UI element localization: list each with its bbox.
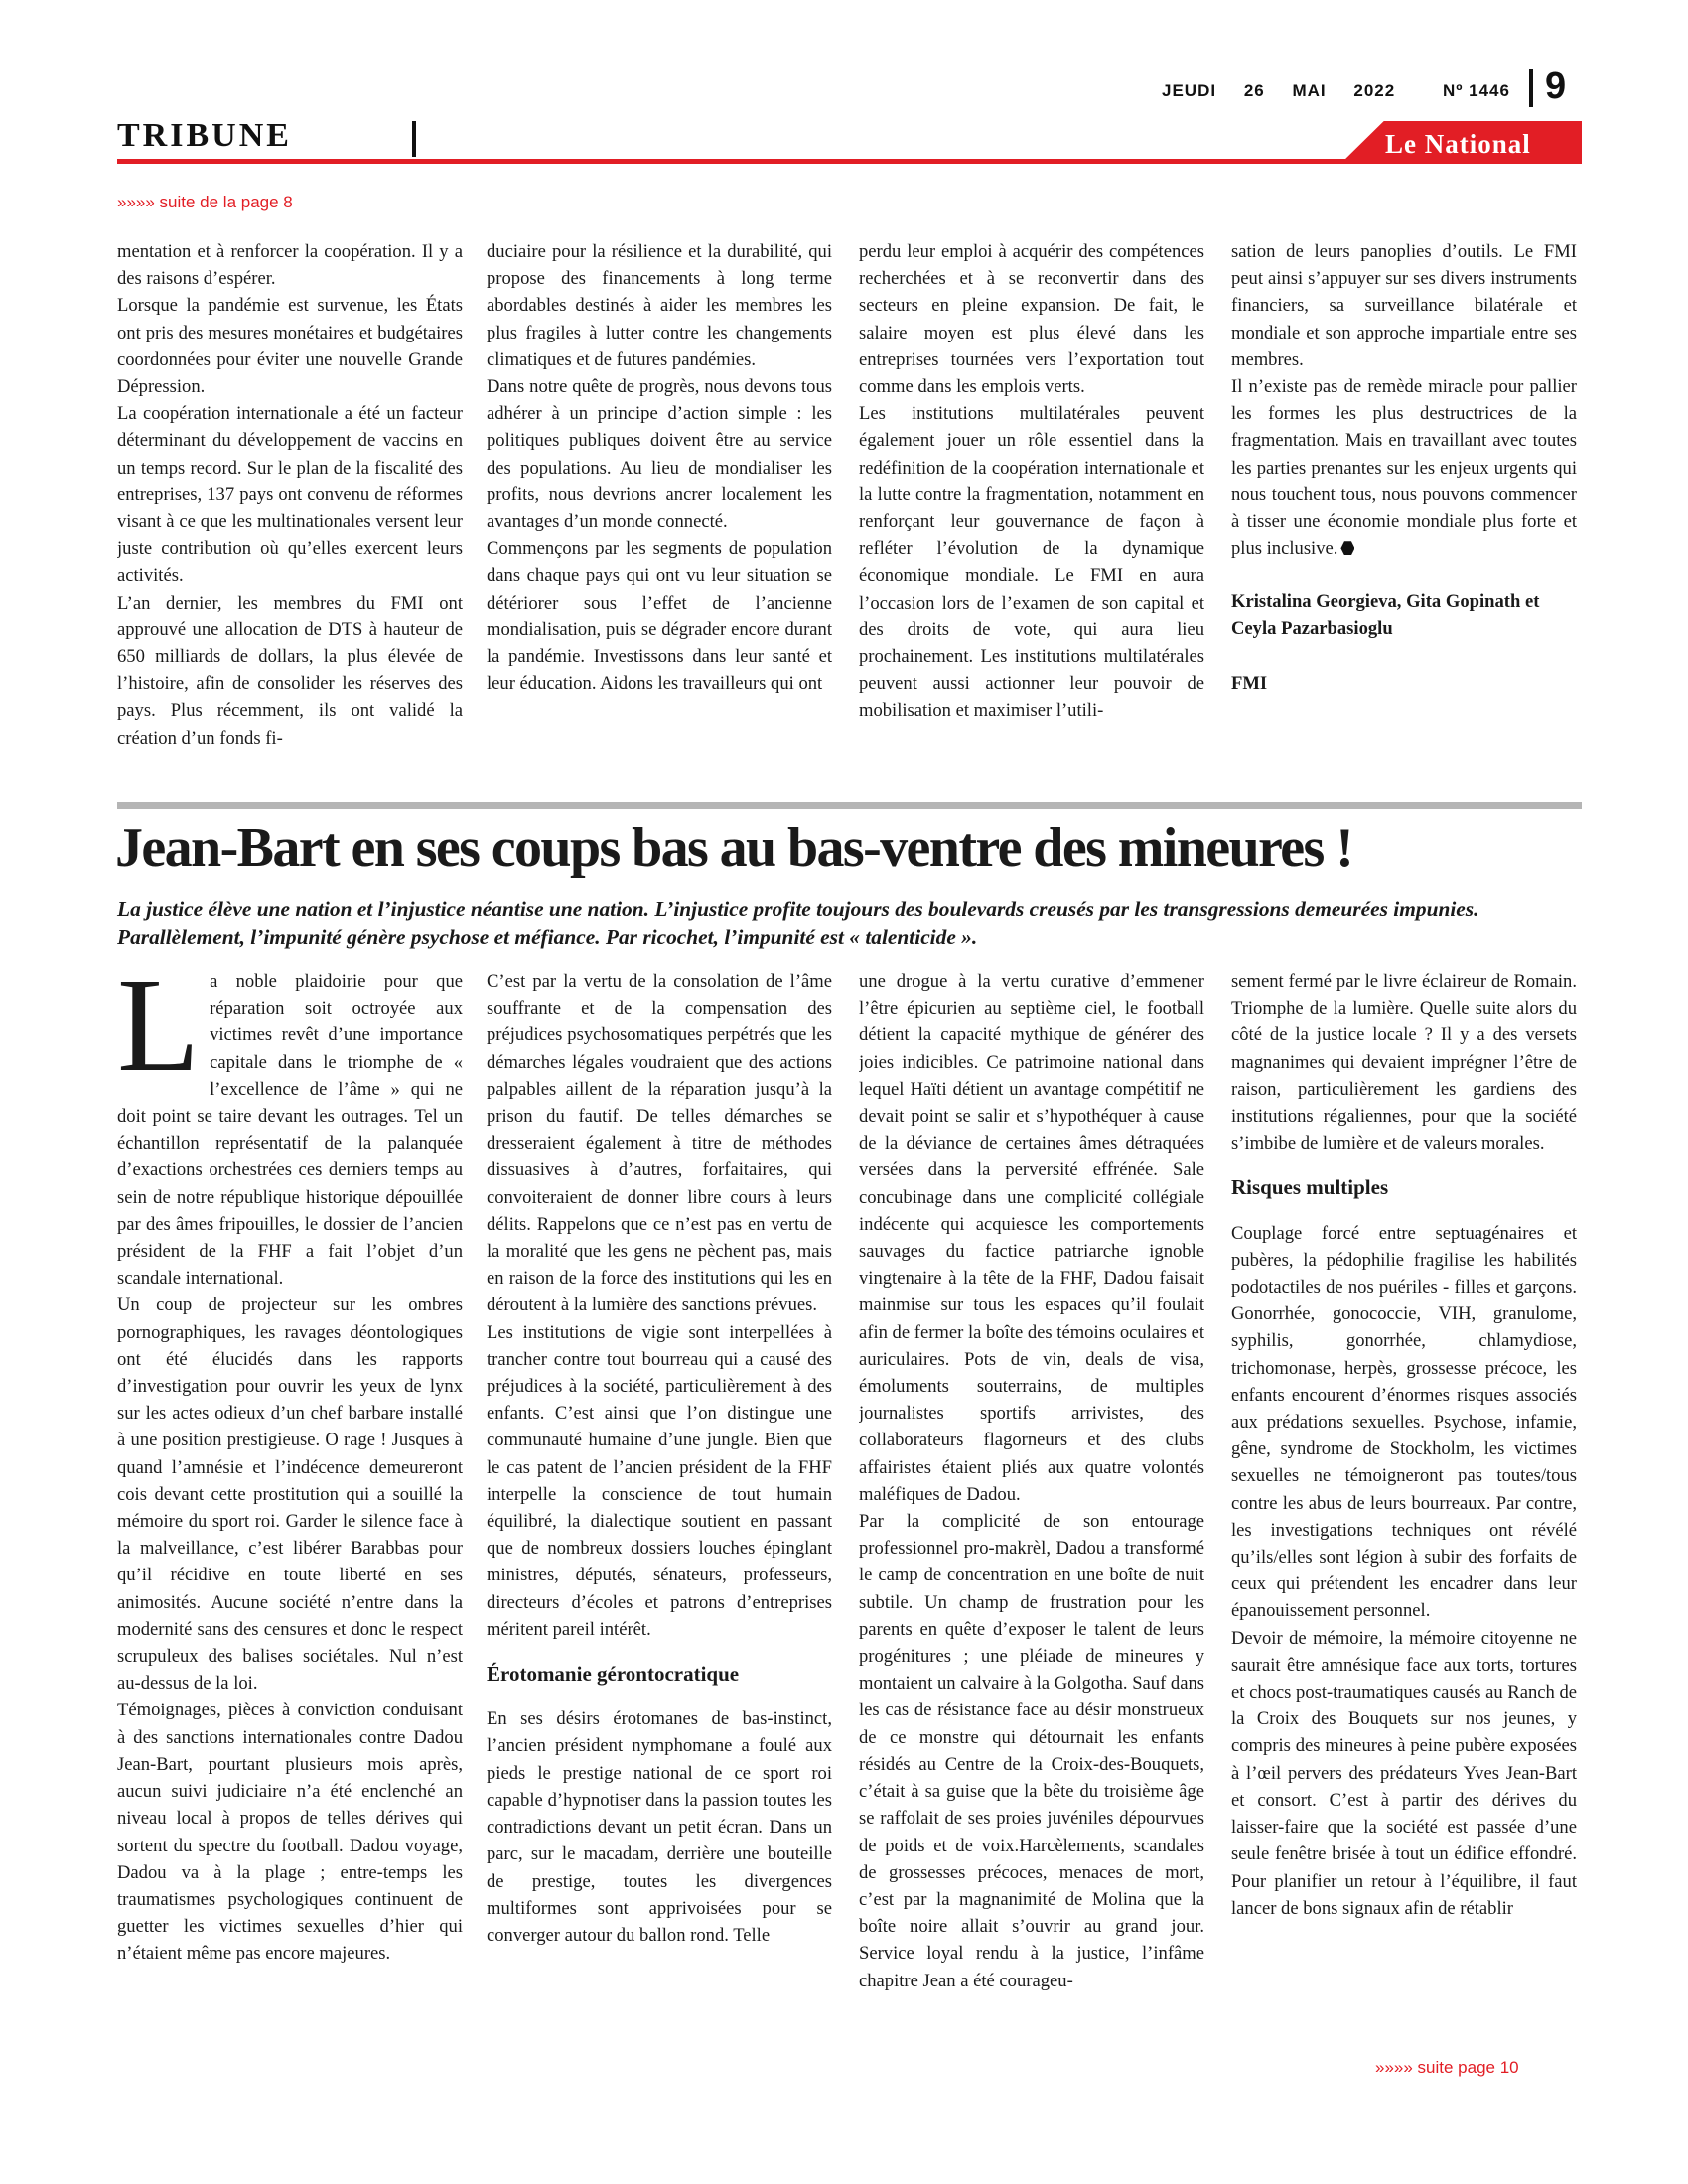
issue-number: Nº 1446 (1442, 81, 1510, 100)
paragraph: En ses désirs érotomanes de bas-instinct, l’ancien président nymphomane a foulé aux pieds le prestige national de ce sport roi capable d’hypnotiser dans la passion toutes les contradictions devant un petit écran. Dans un parc, sur le macadam, derrière une bouteille de prestige, toutes les divergences multiformes sont apprivoisées pour se converger autour du ballon rond. Telle (487, 1708, 832, 1946)
article1-org: FMI (1231, 672, 1268, 694)
paragraph: Dans notre quête de progrès, nous devons tous adhérer à un principe d’action simple : les politiques publiques doivent être au service des populations. Au lieu de mondialiser les profits, nous devrions ancrer localement les avantages d’un monde connecté. (487, 376, 832, 533)
paragraph: La coopération internationale a été un facteur déterminant du développement de vaccins en un temps record. Sur le plan de la fiscalité des entreprises, 137 pays ont convenu de réformes visant à ce que les multinationales versent leur juste contribution où qu’elles exercent leurs activités. (117, 403, 463, 587)
paragraph: une drogue à la vertu curative d’emmener l’être épicurien au septième ciel, le football détient la capacité mythique de générer des joies indicibles. Ce patrimoine national dans lequel Haïti détient un avantage compétitif ne devait point se salir et s’hypothéquer à cause de la déviance de certaines âmes détraquées versées dans la perversité effrénée. Sale concubinage dans une complicité collégiale indécente qui acquiesce les comportements sauvages du factice patriarche ignoble vingtenaire à la tête de la FHF, Dadou faisait mainmise sur tous les espaces qu’il foulait afin de fermer la boîte des témoins oculaires et auriculaires. Pots de vin, deals de visa, émoluments souterrains, de multiples journalistes sportifs arrivistes, des collaborateurs flagorneurs et des clubs affairistes étaient pliés aux quatre volontés maléfiques de Dadou. (859, 971, 1204, 1505)
paragraph: Devoir de mémoire, la mémoire citoyenne ne saurait être amnésique face aux torts, tortures et chocs post-traumatiques causés au Ranch de la Croix des Bouquets sur nos jeunes, y compris des mineures à peine pubère exposées à l’œil pervers des prédateurs Yves Jean-Bart et consort. C’est à partir des dérives du laisser-faire que la société est passée d’une seule fenêtre brisée à tout un édifice effondré. Pour planifier un retour à l’équilibre, il faut lancer de bons signaux afin de rétablir (1231, 1627, 1577, 1919)
drop-cap: L (117, 968, 201, 1100)
article2-first-paragraph: La noble plaidoirie pour que réparation soit octroyée aux victimes revêt d’une importance capitale dans le triomphe de « l’excellence de l’âme » qui ne doit point se taire devant les outrages. Tel un échantillon représentatif de la palanquée d’exactions orchestrées ces derniers temps au sein de notre république historique dépouillée par des âmes fripouilles, le dossier de l’ancien président de la FHF a fait l’objet d’un scandale international. (117, 968, 463, 1290)
paragraph: Les institutions de vigie sont interpellées à trancher contre tout bourreau qui a causé des préjudices à la société, particulièrement à des enfants. C’est ainsi que l’on distingue une communauté humaine d’une jungle. Bien que le cas patent de l’ancien président de la FHF interpelle la conscience de tout humain équilibré, la dialectique soutient en passant que de nombreux dossiers louches épinglant ministres, députés, sénateurs, professeurs, directeurs d’écoles et patrons d’entreprises méritent pareil intérêt. (487, 1321, 832, 1640)
article1-column-3 (859, 238, 1204, 774)
paragraph: Couplage forcé entre septuagénaires et pubères, la pédophilie fragilise les habilités podotactiles de nos puériles - filles et garçons. Gonorrhée, gonococcie, VIH, granulome, syphilis, gonorrhée, chlamydiose, trichomonase, herpès, grossesse précoce, les enfants encourent d’énormes risques associés aux prédations sexuelles. Psychose, infamie, gêne, syndrome de Stockholm, les victimes sexuelles ne témoigneront pas toutes/tous contre les abus de leurs bourreaux. Par contre, les investigations techniques ont révélé qu’ils/elles sont légion à subir des forfaits de ceux qui prétendent les encadrer dans leur épanouissement personnel. (1231, 1222, 1577, 1622)
paragraph: Un coup de projecteur sur les ombres pornographiques, les ravages déontologiques ont été élucidés dans les rapports d’investigation pour ouvrir les yeux de lynx sur les actes odieux d’un chef barbare installé à une position prestigieuse. O rage ! Jusques à quand l’amnésie et l’indécence demeureront cois devant cette prostitution qui a souillé la mémoire du sport roi. Garder le silence face à la malveillance, c’est libérer Barabbas pour qu’il récidive en toute liberté en ses animosités. Aucune société n’entre dans la modernité sans des censures et donc le respect scrupuleux des balises sociétales. Nul n’est au-dessus de la loi. (117, 1295, 463, 1695)
paragraph: Commençons par les segments de population dans chaque pays qui ont vu leur situation se détériorer sous l’effet de l’ancienne mondialisation, puis se dégrader encore durant la pandémie. Investissons dans leur santé et leur éducation. Aidons les travailleurs qui ont (487, 538, 832, 695)
continued-from-link[interactable]: »»»» suite de la page 8 (117, 193, 293, 211)
article2-headline: Jean-Bart en ses coups bas au bas-ventre des mineures ! (115, 817, 1353, 879)
page-number-separator (1529, 69, 1533, 107)
paragraph: mentation et à renforcer la coopération. Il y a des raisons d’espérer. (117, 241, 463, 290)
paragraph: Il n’existe pas de remède miracle pour pallier les formes les plus destructrices de la fragmentation. Mais en travaillant avec toutes les parties prenantes sur les enjeux urgents qui nous touchent tous, nous pouvons commencer à tisser une économie mondiale plus forte et plus inclusive. (1231, 376, 1577, 560)
section-title: TRIBUNE (117, 117, 292, 154)
article2-column-2 (487, 968, 832, 2050)
date-line (1162, 81, 1532, 101)
paragraph: Lorsque la pandémie est survenue, les États ont pris des mesures monétaires et budgétaires coordonnées pour éviter une nouvelle Grande Dépression. (117, 295, 463, 398)
subhead-erotomanie: Érotomanie gérontocratique (487, 1662, 740, 1687)
issue-year: 2022 (1353, 81, 1396, 100)
paragraph: Par la complicité de son entourage professionnel pro-makrèl, Dadou a transformé le camp de concentration en une boîte de nuit subtile. Un champ de frustration pour les parents en quête d’exposer le talent de leurs progénitures ; une pléiade de mineures y montaient un calvaire à la Golgotha. Sauf dans les cas de résistance face au désir monstrueux de ce monstre qui détournait les enfants résidés au Centre de la Croix-des-Bouquets, c’était à sa guise que la bête du troisième âge se raffolait de ses proies juvéniles dépourvues de poids et de voix.Harcèlements, scandales de grossesses précoces, menaces de mort, c’est par la magnanimité de Molina que la boîte noire allait s’ouvrir au grand jour. Service loyal rendu à la justice, l’infâme chapitre Jean a été courageu- (859, 1511, 1204, 1991)
page-number: 9 (1545, 66, 1567, 107)
paragraph: Témoignages, pièces à conviction conduisant à des sanctions internationales contre Dadou Jean-Bart, pourtant plusieurs mois après, aucun suivi judiciaire n’a été enclenché an niveau local à propos de telles dérives qui sortent du spectre du football. Dadou voyage, Dadou va à la plage ; entre-temps les traumatismes psychologiques continuent de guetter les victimes sexuelles d’hier qui n’étaient même pas encore majeures. (117, 1700, 463, 1965)
article2-column-4 (1231, 968, 1577, 2050)
end-mark-icon (1340, 541, 1354, 555)
subhead-risques: Risques multiples (1231, 1175, 1389, 1200)
paragraph: C’est par la vertu de la consolation de l’âme souffrante et de la compensation des préjudices psychosomatiques perpétrés que les démarches légales voudraient que des actions palpables aillent de la réparation jusqu’à la prison du fautif. De telles démarches se dresseraient également à titre de méthodes dissuasives à d’autres, forfaitaires, qui convoiteraient de donner libre cours à leurs délits. Rappelons que ce n’est pas en vertu de la moralité que les gens ne pèchent pas, mais en raison de la force des institutions qui les en déroutent à la lumière des sanctions prévues. (487, 971, 832, 1316)
issue-month: MAI (1292, 81, 1327, 100)
article2-lede: La justice élève une nation et l’injustice néantise une nation. L’injustice profite toujours des boulevards creusés par les transgressions demeurées impunies. Parallèlement, l’impunité génère psychose et méfiance. Par ricochet, l’impunité est « talenticide ». (117, 897, 1479, 949)
article2-column-3 (859, 968, 1204, 2050)
issue-day: JEUDI (1162, 81, 1217, 100)
article1-authors: Kristalina Georgieva, Gita Gopinath et Ceyla Pazarbasioglu (1231, 591, 1540, 639)
paragraph: sement fermé par le livre éclaireur de Romain. Triomphe de la lumière. Quelle suite alors du côté de la justice locale ? Il y a des versets magnanimes qui devaient imprégner l’être de raison, particulièrement les gardiens des institutions régaliennes, pour que la société s’imbibe de lumière et de valeurs morales. (1231, 971, 1577, 1155)
paragraph: perdu leur emploi à acquérir des compétences recherchées et à se reconvertir dans des secteurs en pleine expansion. De fait, le salaire moyen est plus élevé dans les entreprises tournées vers l’exportation tout comme dans les emplois verts. (859, 241, 1204, 398)
paragraph: sation de leurs panoplies d’outils. Le FMI peut ainsi s’appuyer sur ses divers instruments financiers, sa surveillance bilatérale et mondiale et son approche impartiale entre ses membres. (1231, 241, 1577, 370)
article1-column-1 (117, 238, 463, 774)
section-bar (412, 121, 416, 157)
paragraph: L’an dernier, les membres du FMI ont approuvé une allocation de DTS à hauteur de 650 milliards de dollars, la plus élevée de l’histoire, afin de consolider les réserves des pays. Plus récemment, ils ont validé la création d’un fonds fi- (117, 592, 463, 749)
issue-date-num: 26 (1243, 81, 1265, 100)
article1-column-2 (487, 238, 832, 774)
brand-name: Le National (1385, 129, 1531, 159)
paragraph: Les institutions multilatérales peuvent également jouer un rôle essentiel dans la redéfinition de la coopération internationale et la lutte contre la fragmentation, notamment en renforçant leur gouvernance de façon à refléter l’évolution de la dynamique économique mondiale. Le FMI en aura l’occasion lors de l’examen de son capital et des droits de vote, qui aura lieu prochainement. Les institutions multilatérales peuvent aussi actionner leur pouvoir de mobilisation et maximiser l’utili- (859, 403, 1204, 722)
paragraph: duciaire pour la résilience et la durabilité, qui propose des financements à long terme abordables destinés à aider les membres les plus fragiles à lutter contre les changements climatiques et de futures pandémies. (487, 241, 832, 370)
continued-to-link[interactable]: »»»» suite page 10 (1375, 2058, 1519, 2077)
article-divider (117, 802, 1582, 809)
article2-column-1 (117, 968, 463, 2050)
article1-column-4 (1231, 238, 1577, 774)
